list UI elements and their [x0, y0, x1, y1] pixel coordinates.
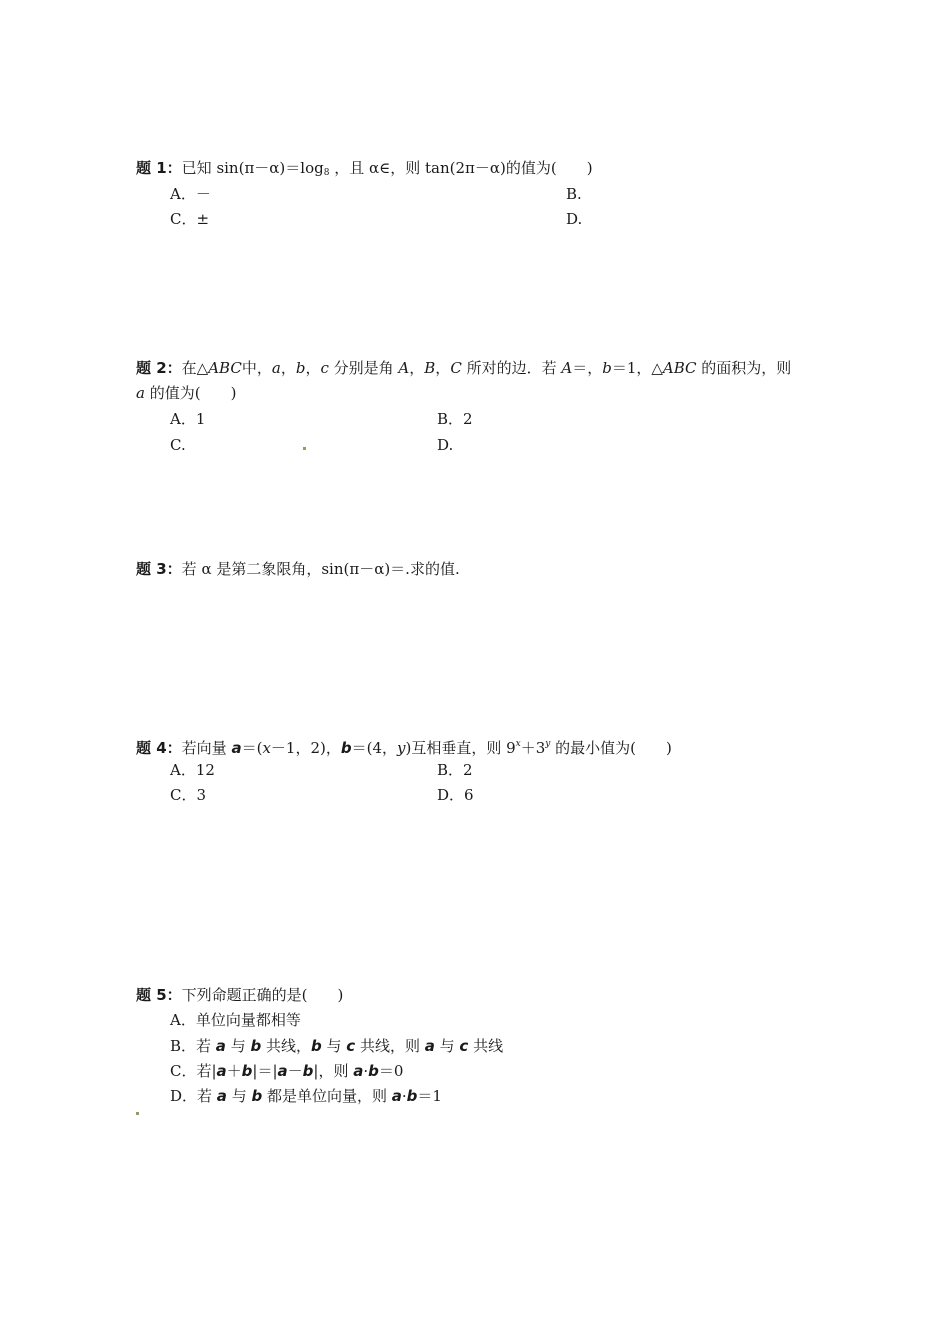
question-3-stem: 题 3：若 α 是第二象限角，sin(π－α)＝.求的值. [136, 560, 460, 578]
question-2-stem-line-2: a 的值为( ) [136, 384, 237, 402]
question-5-option-b: B．若 a 与 b 共线，b 与 c 共线，则 a 与 c 共线 [170, 1037, 504, 1055]
question-1-label: 题 1： [136, 159, 182, 177]
question-4-option-a: A．12 [170, 761, 215, 779]
question-4-option-d: D．6 [437, 786, 474, 804]
speck-mark [136, 1112, 139, 1115]
question-4-option-c: C．3 [170, 786, 207, 804]
question-2-label: 题 2： [136, 359, 182, 377]
question-1-option-b: B. [566, 185, 582, 203]
question-1-option-c: C．± [170, 210, 210, 228]
question-5-option-d: D．若 a 与 b 都是单位向量，则 a·b＝1 [170, 1087, 442, 1105]
question-5-label: 题 5： [136, 986, 182, 1004]
question-4-option-b: B．2 [437, 761, 473, 779]
question-1-option-d: D. [566, 210, 583, 228]
question-2-option-b: B．2 [437, 410, 473, 428]
speck-mark [303, 447, 306, 450]
question-2-option-c: C. [170, 436, 186, 454]
question-5-option-c: C．若|a＋b|＝|a－b|，则 a·b＝0 [170, 1062, 404, 1080]
question-1-stem: 题 1：已知 $\sin(\pi-\alpha)=\log_8$ ，且 α∈，则 tan(2π－α)的值为( ) [136, 159, 593, 178]
question-2-stem: 题 2：在△ABC中，a，b，c 分别是角 A，B，C 所对的边．若 A＝，b＝1，△ABC 的面积为，则 [136, 359, 792, 377]
question-1-option-a: A．－ [170, 185, 211, 203]
question-5-option-a: A．单位向量都相等 [170, 1011, 301, 1029]
question-4-label: 题 4： [136, 739, 182, 757]
question-5-stem: 题 5：下列命题正确的是( ) [136, 986, 344, 1004]
question-2-option-a: A．1 [170, 410, 206, 428]
question-4-stem: 题 4：若向量 a＝(x－1，2)，b＝(4，y)互相垂直，则 $9^x+3^y$ 的最小值为( ) [136, 739, 672, 757]
question-3-label: 题 3： [136, 560, 182, 578]
question-2-option-d: D. [437, 436, 454, 454]
